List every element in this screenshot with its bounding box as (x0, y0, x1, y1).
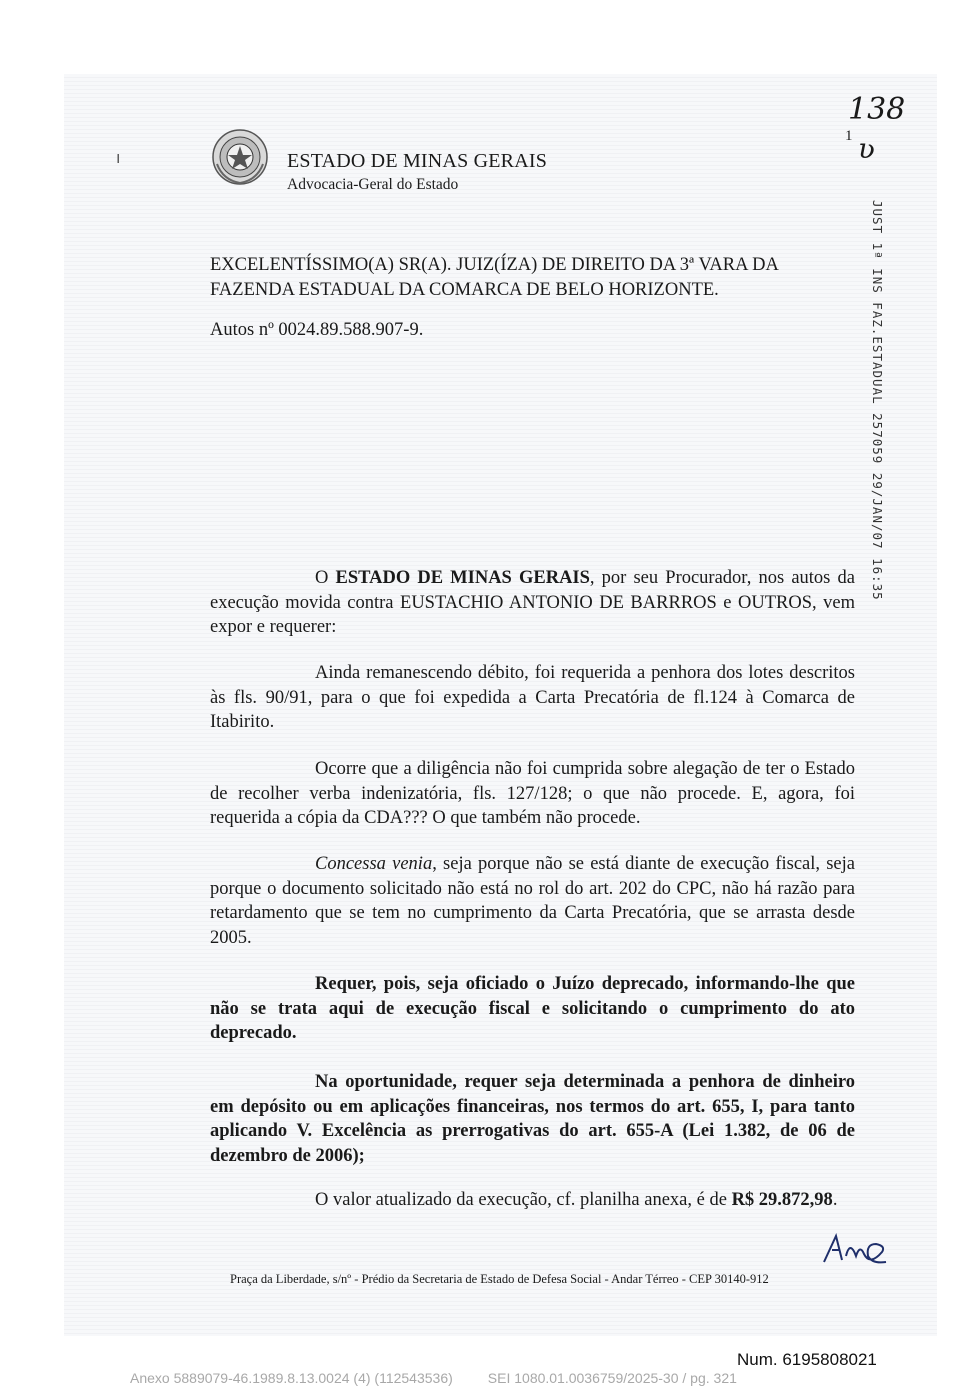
annex-reference: Anexo 5889079-46.1989.8.13.0024 (4) (112543536) SEI 1080.01.0036759/2025-30 / pg. 321 (130, 1370, 737, 1386)
header-subtitle: Advocacia-Geral do Estado (287, 176, 459, 193)
addressee: EXCELENTÍSSIMO(A) SR(A). JUIZ(ÍZA) DE DIREITO DA 3ª VARA DA FAZENDA ESTADUAL DA COMARCA DE BELO HORIZONTE. (210, 255, 778, 300)
paragraph-concessa-venia: Concessa venia, seja porque não se está diante de execução fiscal, seja porque o documento solicitado não está no rol do art. 202 do CPC, não há razão para retardamento que se tem no cumprimento da Carta Precatória, que se arrasta desde 2005. (210, 854, 855, 948)
handwritten-folio: 138 (848, 92, 906, 127)
document-number: Num. 6195808021 (737, 1350, 877, 1369)
receipt-stamp: JUST 1ª INS FAZ.ESTADUAL 257059 29/JAN/07 16:35 (870, 200, 885, 601)
signature-icon (820, 1226, 890, 1270)
paragraph-intro: O ESTADO DE MINAS GERAIS, por seu Procurador, nos autos da execução movida contra EUSTACHIO ANTONIO DE BARRROS e OUTROS, vem expor e requerer: (210, 568, 855, 637)
coat-of-arms-icon (211, 128, 269, 186)
footer-address: Praça da Liberdade, s/nº - Prédio da Secretaria de Estado de Defesa Social - Andar Térreo - CEP 30140-912 (230, 1272, 769, 1286)
paragraph-diligence: Ocorre que a diligência não foi cumprida sobre alegação de ter o Estado de recolher verba indenizatória, fls. 127/128; o que não procede. E, agora, foi requerida a cópia da CDA??? O que também não procede. (210, 759, 855, 828)
edge-mark: ı (116, 148, 121, 167)
paragraph-request: Requer, pois, seja oficiado o Juízo deprecado, informando-lhe que não se trata aqui de execução fiscal e solicitando o cumprimento do ato deprecado. (210, 974, 855, 1043)
case-number: Autos nº 0024.89.588.907-9. (210, 320, 424, 340)
paragraph-value: O valor atualizado da execução, cf. planilha anexa, é de R$ 29.872,98. (315, 1190, 838, 1210)
header-title: ESTADO DE MINAS GERAIS (287, 150, 548, 172)
page-number: 1 (845, 128, 853, 144)
paragraph-seizure: Na oportunidade, requer seja determinada a penhora de dinheiro em depósito ou em aplicações financeiras, nos termos do art. 655, I, para tanto aplicando V. Excelência as prerrogativas do art. 655-A (Lei 1.382, de 06 de dezembro de 2006); (210, 1072, 855, 1166)
paragraph-debt: Ainda remanescendo débito, foi requerida a penhora dos lotes descritos às fls. 90/91, para o que foi expedida a Carta Precatória de fl.124 à Comarca de Itabirito. (210, 663, 855, 732)
handwritten-initial: ʋ (858, 132, 876, 165)
